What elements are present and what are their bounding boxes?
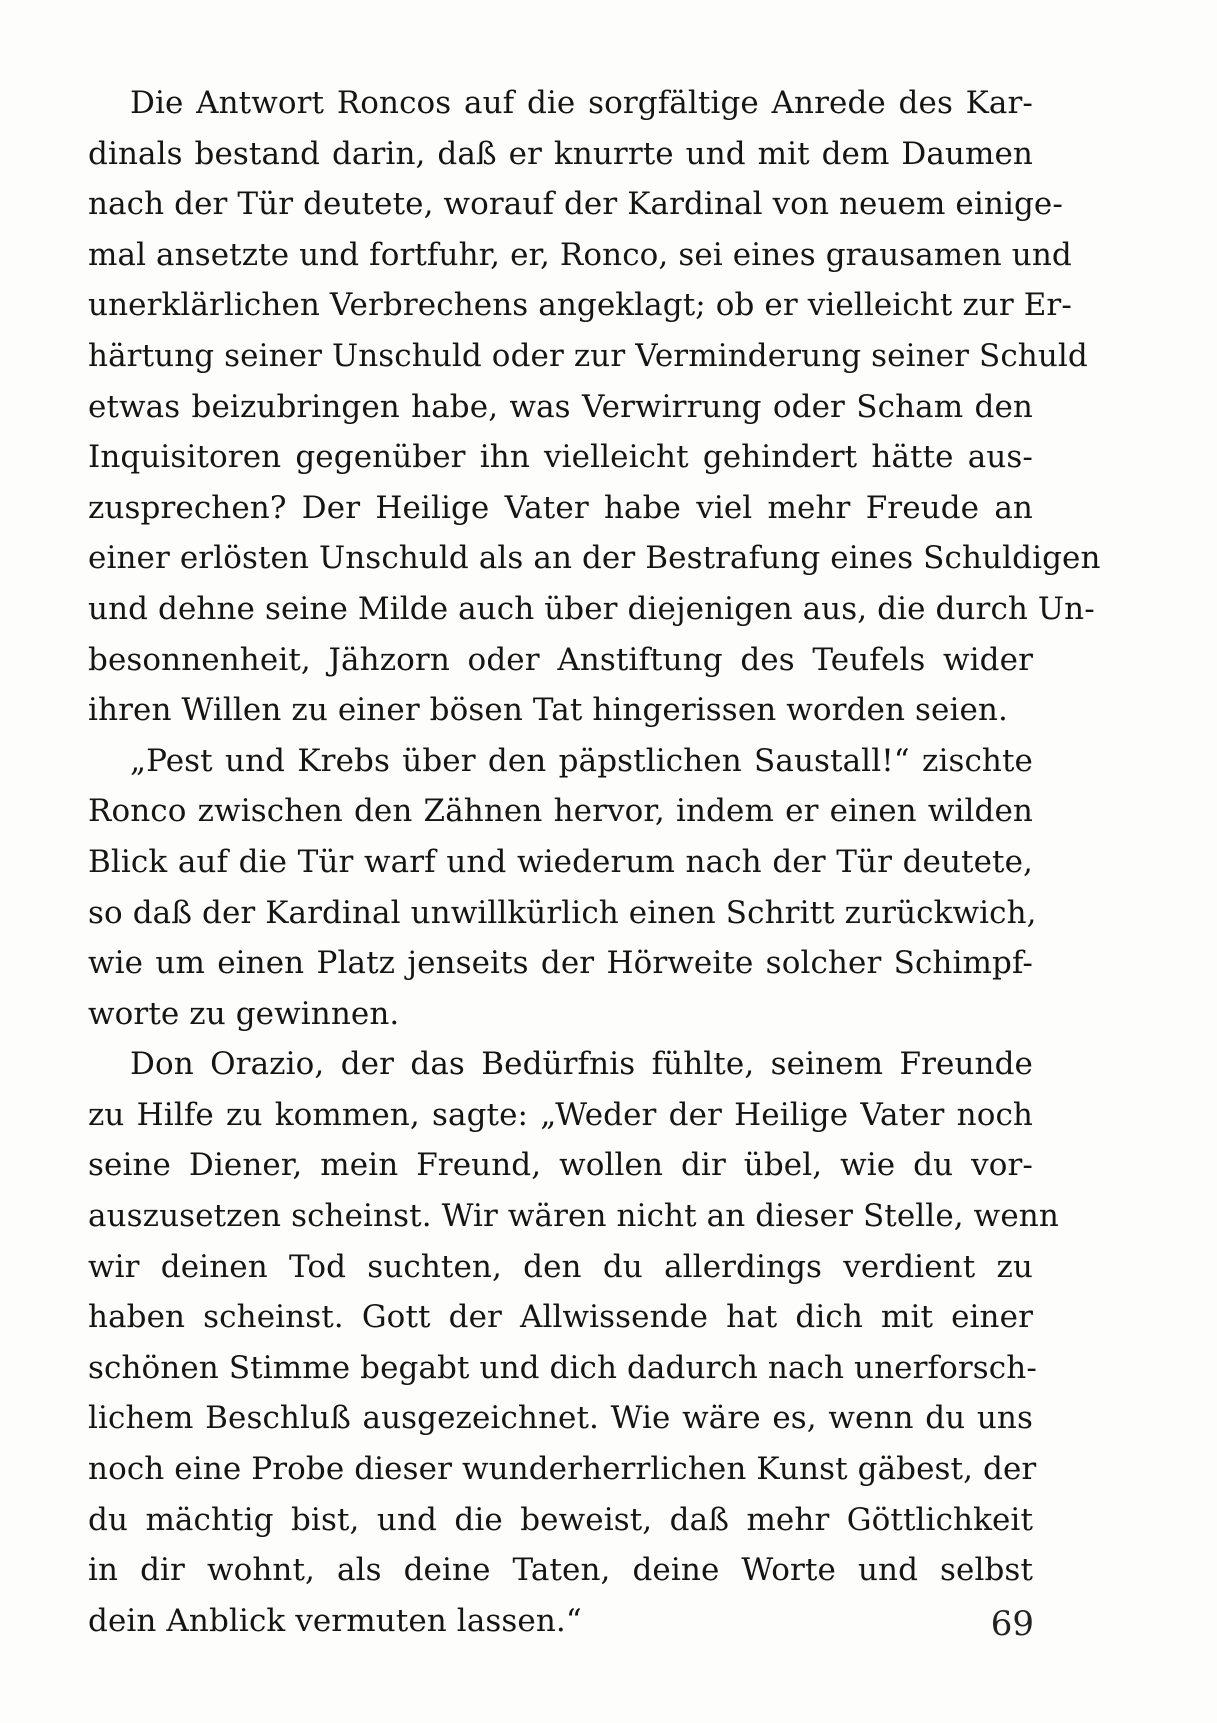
text-line: härtung seiner Unschuld oder zur Verminderung seiner Schuld — [88, 337, 1088, 374]
paragraph-ronco-reply — [88, 736, 1037, 1040]
text-line: wir deinen Tod suchten, den du allerdings verdient zu — [88, 1248, 1033, 1285]
text-line: so daß der Kardinal unwillkürlich einen Schritt zurückwich, — [88, 894, 1037, 931]
text-line: Inquisitoren gegenüber ihn vielleicht gehindert hätte aus- — [88, 439, 1033, 476]
text-line: etwas beizubringen habe, was Verwirrung oder Scham den — [88, 388, 1033, 425]
text-line: in dir wohnt, als deine Taten, deine Worte und selbst — [88, 1552, 1033, 1589]
text-line: wie um einen Platz jenseits der Hörweite solcher Schimpf- — [88, 945, 1033, 982]
text-line: noch eine Probe dieser wunderherrlichen Kunst gäbest, der — [88, 1451, 1037, 1488]
text-line: zu Hilfe zu kommen, sagte: „Weder der Heilige Vater noch — [88, 1096, 1033, 1133]
text-line: auszusetzen scheinst. Wir wären nicht an dieser Stelle, wenn — [88, 1198, 1059, 1235]
text-line: zusprechen? Der Heilige Vater habe viel mehr Freude an — [88, 489, 1033, 526]
text-line: nach der Tür deutete, worauf der Kardinal von neuem einige- — [88, 186, 1063, 223]
page-number: 69 — [990, 1604, 1034, 1644]
text-line: „Pest und Krebs über den päpstlichen Saustall!“ zischte — [130, 742, 1033, 779]
text-line: Blick auf die Tür warf und wiederum nach der Tür deutete, — [88, 843, 1033, 880]
text-line: Ronco zwischen den Zähnen hervor, indem er einen wilden — [88, 793, 1033, 830]
text-line: dinals bestand darin, daß er knurrte und mit dem Daumen — [88, 135, 1033, 172]
text-line: Don Orazio, der das Bedürfnis fühlte, seinem Freunde — [130, 1046, 1033, 1083]
paragraph-orazio-speech — [88, 1039, 1059, 1646]
text-line: worte zu gewinnen. — [88, 995, 400, 1032]
text-line: du mächtig bist, und die beweist, daß mehr Göttlichkeit — [88, 1501, 1033, 1538]
text-line: Die Antwort Roncos auf die sorgfältige Anrede des Kar- — [130, 85, 1033, 121]
text-line: und dehne seine Milde auch über diejenigen aus, die durch Un- — [88, 590, 1095, 627]
text-line: besonnenheit, Jähzorn oder Anstiftung des Teufels wider — [88, 641, 1033, 678]
body-text — [88, 78, 1101, 1646]
paragraph-cardinal-address — [88, 78, 1101, 736]
text-line: mal ansetzte und fortfuhr, er, Ronco, sei eines grausamen und — [88, 236, 1072, 273]
text-line: unerklärlichen Verbrechens angeklagt; ob er vielleicht zur Er- — [88, 287, 1072, 324]
text-line: dein Anblick vermuten lassen.“ — [88, 1602, 582, 1639]
text-line: ihren Willen zu einer bösen Tat hingerissen worden seien. — [88, 692, 1008, 729]
text-line: schönen Stimme begabt und dich dadurch nach unerforsch- — [88, 1349, 1037, 1386]
text-line: lichem Beschluß ausgezeichnet. Wie wäre es, wenn du uns — [88, 1400, 1033, 1437]
text-line: haben scheinst. Gott der Allwissende hat dich mit einer — [88, 1299, 1033, 1336]
text-line: einer erlösten Unschuld als an der Bestrafung eines Schuldigen — [88, 540, 1101, 577]
text-line: seine Diener, mein Freund, wollen dir übel, wie du vor- — [88, 1147, 1033, 1184]
